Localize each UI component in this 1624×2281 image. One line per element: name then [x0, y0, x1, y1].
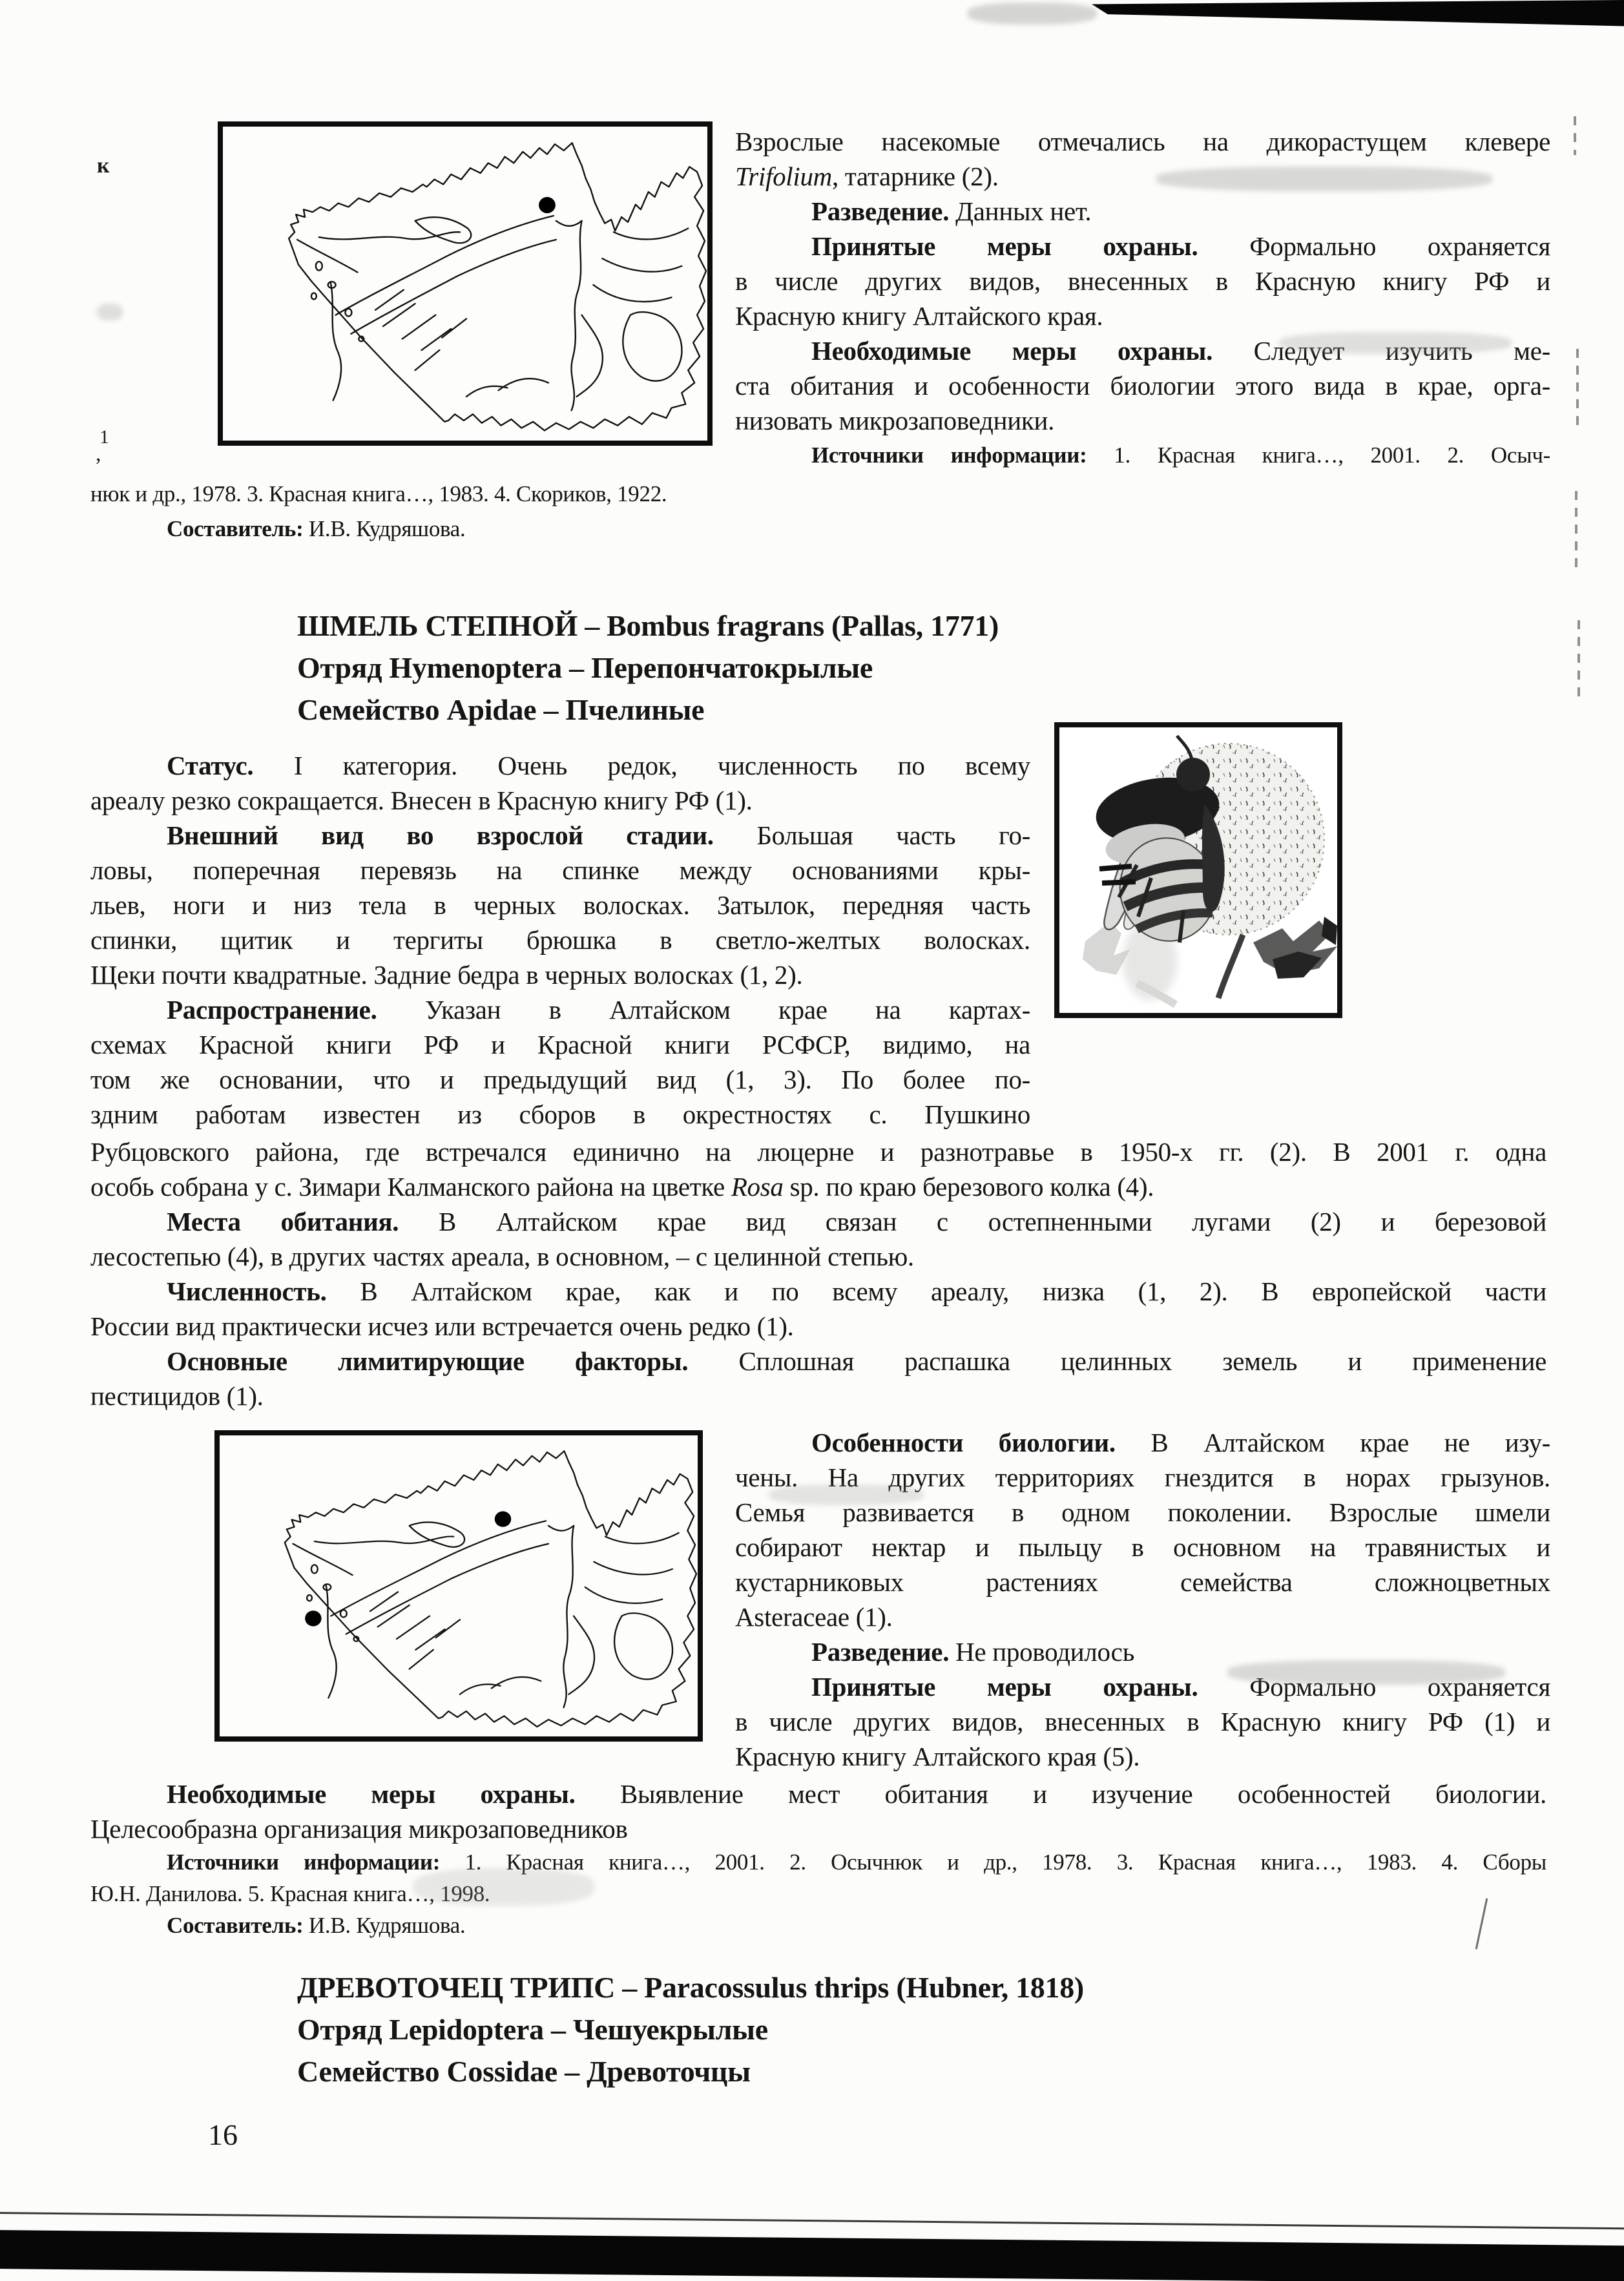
text-line: [90, 853, 1030, 888]
bold-lead-text: Разведение.: [811, 196, 950, 226]
body-text: низовать микрозаповедники.: [735, 406, 1055, 435]
body-text: Ю.Н. Данилова. 5. Красная книга…, 1998.: [90, 1881, 490, 1906]
text-line: [90, 1379, 1546, 1413]
text-line: [90, 1878, 1546, 1910]
bold-lead-text: Основные лимитирующие факторы.: [167, 1346, 689, 1376]
article-left-column: [90, 748, 1030, 1132]
margin-mark-comma: ,: [96, 442, 101, 466]
text-line: [90, 818, 1030, 853]
text-line: [90, 1027, 1030, 1062]
bold-lead-text: Составитель:: [167, 1913, 304, 1938]
distribution-map-bottom: [214, 1430, 703, 1742]
body-text: льев, ноги и низ тела в черных волосках. Затылок, передняя часть: [90, 890, 1030, 920]
bold-lead-text: Принятые меры охраны.: [811, 231, 1198, 261]
body-text: 1. Красная книга…, 2001. 2. Осыч-: [1087, 443, 1550, 468]
species-title: ШМЕЛЬ СТЕПНОЙ – Bombus fragrans (Pallas, 1771): [297, 609, 999, 642]
bumblebee-on-flower-image: [1059, 727, 1337, 1013]
text-line: [90, 748, 1030, 783]
scan-artifact-bottom-bar: [0, 2230, 1624, 2281]
occurrence-marker: [495, 1511, 511, 1526]
species-order: Отряд Hymenoptera – Перепончатокрылые: [297, 651, 873, 684]
bold-lead-text: Особенности биологии.: [811, 1428, 1116, 1457]
margin-mark-k: к: [97, 154, 110, 178]
body-text: sp. по краю березового колка (4).: [783, 1172, 1154, 1202]
body-text: чены. На других территориях гнездится в норах грызунов.: [735, 1463, 1550, 1492]
body-text: Красную книгу Алтайского края.: [735, 301, 1103, 331]
body-text: И.В. Кудряшова.: [303, 516, 466, 541]
species-order: Отряд Lepidoptera – Чешуекрылые: [297, 2013, 768, 2046]
margin-mark-digit: 1: [99, 426, 109, 448]
text-line: [90, 1204, 1546, 1239]
text-line: [90, 992, 1030, 1027]
body-text: В Алтайском крае вид связан с остепненными лугами (2) и березовой: [399, 1207, 1546, 1236]
body-text: Большая часть го-: [713, 820, 1030, 850]
body-text: Asteraceae (1).: [735, 1602, 893, 1632]
text-line: [90, 1134, 1546, 1169]
body-text: особь собрана у с. Зимари Калманского района на цветке: [90, 1172, 731, 1202]
italic-text: Rosa: [731, 1172, 784, 1202]
body-text: нюк и др., 1978. 3. Красная книга…, 1983. 4. Скориков, 1922.: [90, 481, 667, 506]
scan-artifact-line: [1577, 620, 1580, 704]
body-text: ста обитания и особенности биологии этого вида в крае, орга-: [735, 371, 1550, 401]
bold-lead-text: Принятые меры охраны.: [811, 1672, 1198, 1702]
bold-lead-text: Разведение.: [811, 1637, 950, 1667]
text-line: [90, 1910, 1546, 1941]
species-family: Семейство Apidae – Пчелиные: [297, 693, 705, 726]
scan-smudge: [1279, 332, 1512, 354]
text-line: [90, 957, 1030, 992]
text-line: [90, 1309, 1546, 1344]
body-text: Формально охраняется: [1198, 231, 1550, 261]
next-species-header-block: [297, 1966, 1460, 2092]
text-line: [90, 1776, 1546, 1811]
species-header-block: [297, 605, 1460, 731]
body-text: 1. Красная книга…, 2001. 2. Осычнюк и др., 1978. 3. Красная книга…, 1983. 4. Сборы: [440, 1849, 1546, 1875]
body-text: Рубцовского района, где встречался единично на люцерне и разнотравье в 1950-х гг. (2). В 2001 г. одна: [90, 1137, 1546, 1167]
occurrence-marker: [539, 197, 556, 213]
map-outline: [220, 1435, 698, 1736]
scan-artifact-line: [1575, 491, 1577, 568]
body-text: Целесообразна организация микрозаповедников: [90, 1814, 628, 1844]
text-line: [90, 1097, 1030, 1132]
scan-artifact-thin-line: [0, 2212, 1624, 2230]
body-text: здним работам известен из сборов в окрестностях с. Пушкино: [90, 1099, 1030, 1129]
body-text: собирают нектар и пыльцу в основном на травянистых и: [735, 1532, 1550, 1562]
text-line: [735, 1739, 1550, 1774]
body-text: Красную книгу Алтайского края (5).: [735, 1742, 1140, 1771]
species-family: Семейство Cossidae – Древоточцы: [297, 2055, 751, 2088]
body-text: Формально охраняется: [1198, 1672, 1550, 1702]
body-text: В Алтайском крае, как и по всему ареалу, низка (1, 2). В европейской части: [326, 1276, 1546, 1306]
text-line: [735, 298, 1550, 333]
text-line: [735, 1425, 1550, 1460]
map-outline: [223, 127, 707, 441]
body-text: схемах Красной книги РФ и Красной книги РСФСР, видимо, на: [90, 1030, 1030, 1059]
bold-lead-text: Внешний вид во взрослой стадии.: [167, 820, 714, 850]
page-number: 16: [208, 2118, 238, 2151]
text-line: [735, 438, 1550, 473]
text-line: [90, 1846, 1546, 1878]
prev-article-below: [90, 477, 1543, 547]
bold-lead-text: Источники информации:: [167, 1849, 441, 1875]
text-line: [90, 888, 1030, 922]
scan-artifact-line: [1576, 349, 1579, 433]
bold-lead-text: Необходимые меры охраны.: [167, 1779, 576, 1809]
text-line: [90, 477, 1543, 512]
text-line: [735, 264, 1550, 298]
scan-smudge: [769, 1484, 924, 1505]
body-text: ареалу резко сокращается. Внесен в Красную книгу РФ (1).: [90, 786, 753, 815]
text-line: [90, 1811, 1546, 1846]
text-line: [90, 512, 1543, 547]
species-title: ДРЕВОТОЧЕЦ ТРИПС – Paracossulus thrips (Hubner, 1818): [297, 1971, 1084, 2004]
text-line: [90, 1062, 1030, 1097]
italic-text: Trifolium: [735, 161, 832, 191]
body-text: Следует изучить ме-: [1213, 336, 1550, 366]
body-text: Семья развивается в одном поколении. Взрослые шмели: [735, 1497, 1550, 1527]
text-line: [90, 1239, 1546, 1274]
distribution-map-top: [218, 121, 713, 446]
bold-lead-text: Распространение.: [167, 995, 377, 1025]
text-line: [735, 1565, 1550, 1599]
text-line: [735, 368, 1550, 403]
text-line: [735, 229, 1550, 264]
body-text: В Алтайском крае не изу-: [1115, 1428, 1551, 1457]
scan-artifact-top-bar: [1092, 0, 1624, 30]
text-line: [90, 783, 1030, 818]
body-text: ловы, поперечная перевязь на спинке между основаниями кры-: [90, 855, 1030, 885]
scan-smudge: [97, 304, 123, 320]
scan-smudge: [413, 1868, 594, 1906]
body-text: кустарниковых растениях семейства сложноцветных: [735, 1567, 1550, 1597]
scan-smudge: [1156, 167, 1492, 191]
text-line: [735, 1599, 1550, 1634]
bold-lead-text: Источники информации:: [811, 443, 1087, 468]
body-text: спинки, щитик и тергиты брюшка в светло-желтых волосках.: [90, 925, 1030, 955]
body-text: Указан в Алтайском крае на картах-: [377, 995, 1030, 1025]
body-text: России вид практически исчез или встречается очень редко (1).: [90, 1311, 794, 1341]
text-line: [735, 1530, 1550, 1565]
body-text: в числе других видов, внесенных в Красную книгу РФ и: [735, 266, 1550, 296]
bold-lead-text: Численность.: [167, 1276, 327, 1306]
article-full-width: [90, 1134, 1546, 1413]
scan-artifact-line: [1574, 116, 1576, 155]
text-line: [735, 1704, 1550, 1739]
text-line: [90, 1344, 1546, 1379]
body-text: И.В. Кудряшова.: [303, 1913, 466, 1938]
body-text: Не проводилось: [949, 1637, 1134, 1667]
text-line: [735, 124, 1550, 159]
bold-lead-text: Статус.: [167, 751, 254, 780]
text-line: [90, 922, 1030, 957]
text-line: [735, 403, 1550, 438]
body-text: Выявление мест обитания и изучение особенностей биологии.: [575, 1779, 1546, 1809]
text-line: [90, 1274, 1546, 1309]
article-right-column: [735, 1425, 1550, 1774]
body-text: Щеки почти квадратные. Задние бедра в черных волосках (1, 2).: [90, 960, 803, 990]
body-text: Сплошная распашка целинных земель и применение: [688, 1346, 1546, 1376]
body-text: в числе других видов, внесенных в Красную книгу РФ (1) и: [735, 1707, 1550, 1736]
body-text: Данных нет.: [949, 196, 1092, 226]
species-photo: [1054, 722, 1342, 1018]
text-line: [90, 1169, 1546, 1204]
body-text: I категория. Очень редок, численность по всему: [253, 751, 1030, 780]
bold-lead-text: Составитель:: [167, 516, 304, 541]
text-line: [735, 194, 1550, 229]
scan-smudge: [968, 3, 1097, 25]
body-text: пестицидов (1).: [90, 1381, 264, 1411]
occurrence-marker: [305, 1610, 321, 1626]
body-text: лесостепью (4), в других частях ареала, в основном, – с целинной степью.: [90, 1242, 914, 1271]
body-text: том же основании, что и предыдущий вид (1, 3). По более по-: [90, 1065, 1030, 1094]
article-bottom-block: [90, 1776, 1546, 1941]
body-text: , татарнике (2).: [831, 161, 999, 191]
bold-lead-text: Места обитания.: [167, 1207, 399, 1236]
bold-lead-text: Необходимые меры охраны.: [811, 336, 1213, 366]
scan-smudge: [1227, 1660, 1505, 1685]
body-text: Взрослые насекомые отмечались на дикорастущем клевере: [735, 127, 1550, 156]
